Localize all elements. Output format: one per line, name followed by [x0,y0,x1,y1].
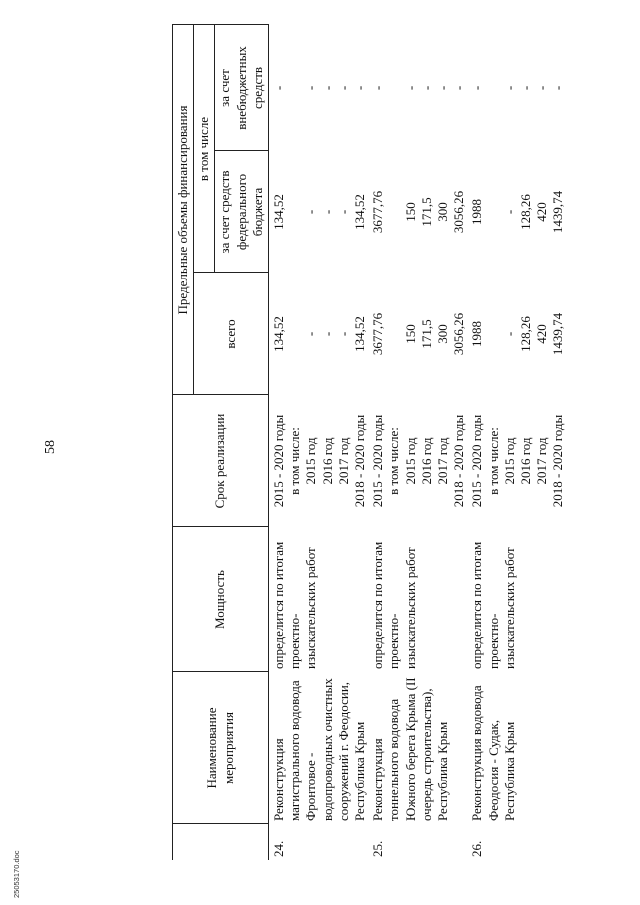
funding-table [172,24,567,860]
row-federal-line: - [501,209,517,215]
row-number: 26. [469,840,485,857]
row-extra-line: - [550,85,566,91]
row-federal-line: 300 [435,202,451,222]
row-federal-line: 3056,26 [451,190,467,234]
row-extra-line [287,28,303,148]
row-total [368,273,467,395]
row-extra [467,25,566,151]
row-total-line: 1439,74 [550,312,566,356]
row-total-line [486,276,502,392]
row-extra-line: - [435,85,451,91]
row-federal [269,151,369,273]
row-extra-line [486,28,502,148]
row-total-line: - [319,331,335,337]
document-id: 25053170.doc [12,850,21,898]
header-extra: за счет внебюджетных средств [215,25,269,151]
row-extra-line: - [418,85,434,91]
row-total-line: - [335,331,351,337]
row-extra-line: - [271,85,287,91]
row-extra [368,25,467,151]
row-total-line: 134,52 [352,316,368,352]
row-federal-line: 150 [402,202,418,222]
row-period-line: 2016 год [319,437,335,485]
row-total-line: - [303,331,319,337]
row-total-line: 3677,76 [370,312,386,356]
row-extra-line: - [451,85,467,91]
row-total [269,273,369,395]
row-name: Реконструкция водовода Феодосия - Судак, Республика Крым [469,685,517,821]
row-period [467,395,566,527]
row-capacity: определится по итогам проектно-изыскательских работ [469,541,517,669]
row-federal-line: - [319,209,335,215]
row-capacity: определится по итогам проектно-изыскательских работ [271,541,319,669]
header-cell-number [173,824,269,860]
row-name: Реконструкция тоннельного водовода Южного берега Крыма (II очередь строительства), Республика Крым [370,677,451,821]
row-federal-line: 1988 [469,199,485,225]
row-period-line: 2017 год [534,437,550,485]
row-federal-line: 1439,74 [550,190,566,234]
row-extra-line: - [370,85,386,91]
table-row [467,25,566,860]
row-period [368,395,467,527]
row-period-line: 2015 - 2020 годы [271,414,287,508]
header-period: Срок реализации [173,395,269,527]
row-extra [269,25,369,151]
table-row [368,25,467,860]
row-federal-line: 128,26 [518,194,534,230]
row-period-line: 2015 год [402,437,418,485]
row-period-line: в том числе: [386,427,402,495]
table-row [269,25,369,860]
header-incl: в том числе [194,25,215,273]
header-funding: Предельные объемы финансирования [173,25,194,395]
row-extra-line: - [335,85,351,91]
row-federal [467,151,566,273]
row-federal-line [486,154,502,270]
header-federal: за счет средств федерального бюджета [215,151,269,273]
row-extra-line: - [352,85,368,91]
row-extra-line [386,28,402,148]
row-number: 25. [370,840,386,857]
row-period-line: в том числе: [485,427,501,495]
row-total-line: 134,52 [271,316,287,352]
row-total [467,273,566,395]
row-period-line: 2017 год [435,437,451,485]
row-total-line [287,276,303,392]
row-period-line: 2018 - 2020 годы [352,414,368,508]
row-total-line: - [501,331,517,337]
row-federal-line: - [335,209,351,215]
row-total-line: 171,5 [418,319,434,349]
row-federal [368,151,467,273]
row-extra-line: - [501,85,517,91]
row-extra-line: - [402,85,418,91]
row-period [269,395,369,527]
row-federal-line: 134,52 [271,194,287,230]
row-extra-line: - [518,85,534,91]
row-federal-line: 420 [534,202,550,222]
row-period-line: 2017 год [335,437,351,485]
row-capacity: определится по итогам проектно-изыскательских работ [370,541,418,669]
row-period-line: 2016 год [418,437,434,485]
table-body [269,25,567,860]
row-federal-line: 3677,76 [370,190,386,234]
row-extra-line: - [534,85,550,91]
page-number: 58 [43,440,58,454]
row-period-line: 2015 год [303,437,319,485]
row-federal-line: 134,52 [352,194,368,230]
row-total-line [386,276,402,392]
row-total-line: 3056,26 [451,312,467,356]
row-number: 24. [271,840,287,857]
row-federal-line [287,154,303,270]
row-period-line: 2015 год [501,437,517,485]
row-total-line: 128,26 [518,316,534,352]
row-period-line: 2015 - 2020 годы [469,414,485,508]
header-name: Наименование мероприятия [173,672,269,824]
row-period-line: 2016 год [518,437,534,485]
row-federal-line: - [303,209,319,215]
header-capacity: Мощность [173,527,269,672]
header-total: всего [194,273,269,395]
rotated-table-container [172,25,612,860]
row-total-line: 300 [435,324,451,344]
row-period-line: 2015 - 2020 годы [370,414,386,508]
row-total-line: 420 [534,324,550,344]
row-federal-line: 171,5 [418,197,434,227]
row-period-line: 2018 - 2020 годы [550,414,566,508]
row-extra-line: - [303,85,319,91]
row-total-line: 150 [402,324,418,344]
row-total-line: 1988 [469,321,485,347]
row-extra-line: - [469,85,485,91]
row-period-line: 2018 - 2020 годы [451,414,467,508]
row-period-line: в том числе: [287,427,303,495]
row-name: Реконструкция магистрального водовода Фронтовое - водопроводных очистных сооружений г. Феодосии, Республика Крым [271,678,368,821]
row-extra-line: - [319,85,335,91]
row-federal-line [386,154,402,270]
